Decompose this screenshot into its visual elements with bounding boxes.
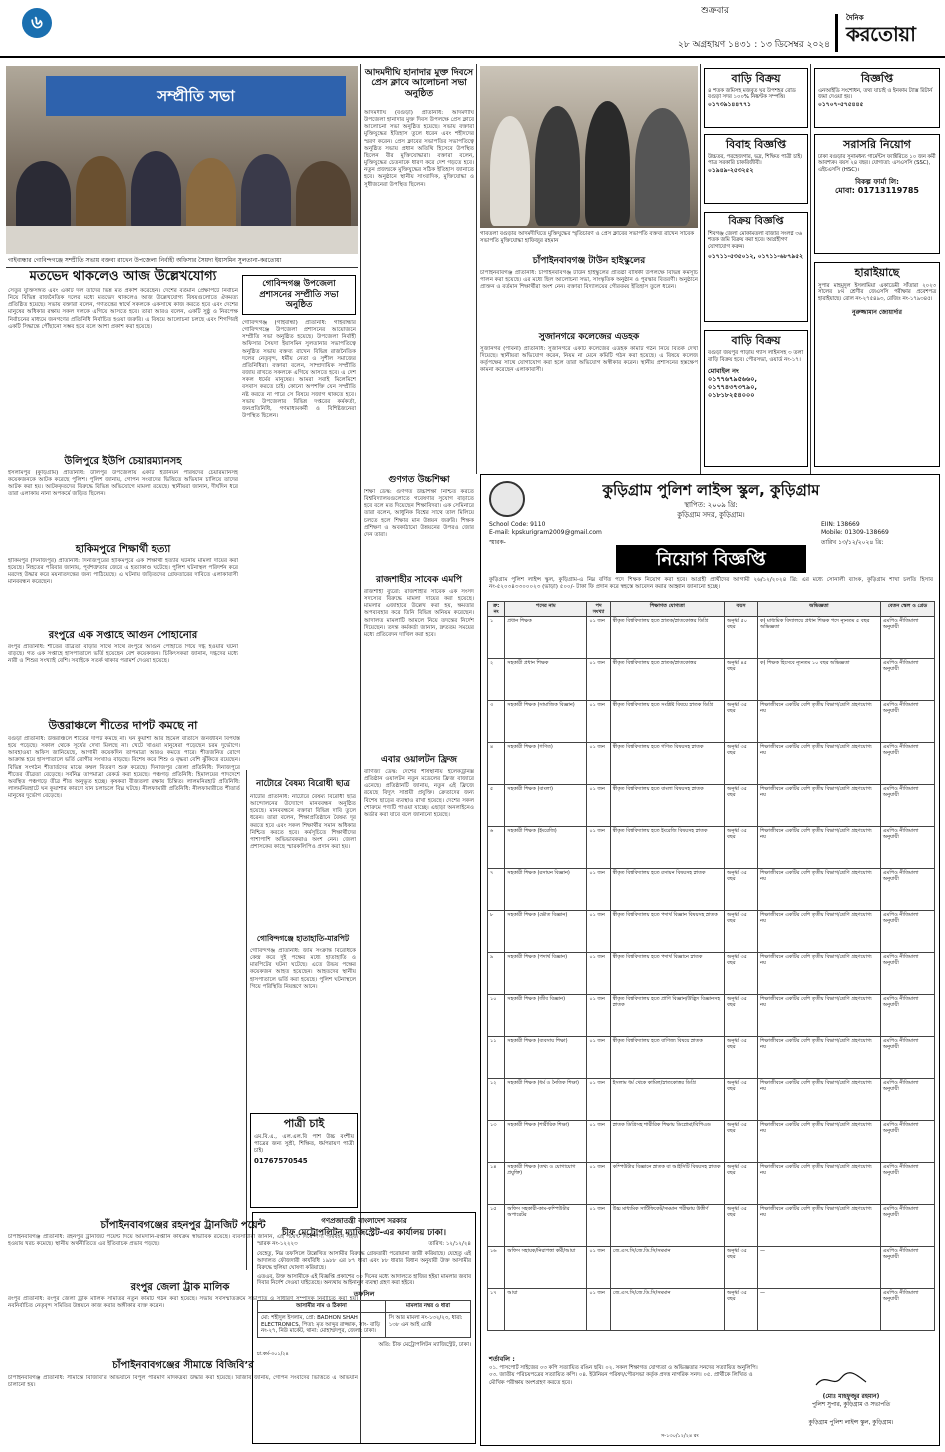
ad-phone: মোবা: 01713119785 <box>835 186 919 196</box>
warrant-tofsil: তফসিল <box>353 1290 375 1298</box>
table-cell: এমপিও নীতিমালা অনুযায়ী <box>880 617 934 659</box>
article-body: শিক্ষা ডেস্ক: গুণগত উচ্চশিক্ষা নিশ্চিত করতে বিশ্ববিদ্যালয়গুলোতে গবেষণার সুযোগ বাড়াতে হবে বলে মত দিয়েছেন শিক্ষাবিদরা। এক সেমিনারে তারা বলেন, আধুনিক বিশ্বের সাথে তাল মিলিয়ে চলতে হলে শিক্ষার মান উন্নয়ন জরুরি। শিক্ষক প্রশিক্ষণ ও অবকাঠামো উন্নয়নের উপরও জোর দেন তারা। <box>364 489 474 538</box>
ad-title: পাত্রী চাই <box>283 1117 325 1130</box>
column-rule <box>246 770 247 1270</box>
table-cell: প্রধান শিক্ষক <box>505 617 587 659</box>
ad-bari-bikroy-2 <box>704 330 808 467</box>
photo-person <box>585 101 630 226</box>
ad-patri-chai <box>250 1113 358 1208</box>
ad-body: সুপার মাহমুদুল ইসলামিয়া একাডেমী সাঁতারা ২০২৩ সালের ৮ম শ্রেণীর জেএসসি পরীক্ষার প্রবেশপত্র হারাইয়াছে। রোল নং-২৭৫৪৯৩, রেজিঃ নং-১৭৯৩৪৫। <box>818 282 936 302</box>
school-established: স্থাপিত: ২০০৯ খ্রি: <box>684 501 738 509</box>
table-cell: শিক্ষাজীবনে একটির বেশি তৃতীয় বিভাগ/শ্রেণি গ্রহণযোগ্য নয় <box>757 701 880 743</box>
table-cell: এমপিও নীতিমালা অনুযায়ী <box>880 827 934 869</box>
ad-phone: ০১৭৩৯১৪৪৭৭১ <box>708 100 751 108</box>
ad-body: বগুড়া জয়পুর পাড়ায় গ্যাস লাইনসহ ৩ তলা বাড়ি বিক্রয় হবে। পৌরসভা, ওয়ার্ড নং-১৭। <box>708 349 804 363</box>
headline: চাঁপাইনবাবগঞ্জের সীমান্তে বিজিবি’র <box>112 1360 254 1371</box>
table-cell: এমপিও নীতিমালা অনুযায়ী <box>880 1121 934 1163</box>
table-cell: সহকারী শিক্ষক (শারীরিক শিক্ষা) <box>505 1121 587 1163</box>
table-header: আসামীর নাম ও ঠিকানা <box>258 1301 386 1313</box>
table-row <box>488 1247 935 1289</box>
table-cell: ০১ জন <box>587 785 610 827</box>
ad-title: বিজ্ঞপ্তি <box>861 72 893 85</box>
ad-bigyapti <box>814 68 940 128</box>
article-body: গোবিন্দগঞ্জ (গাইবান্ধা) প্রতিনিধি: গাইবান্ধার গোবিন্দগঞ্জে উপজেলা প্রশাসনের আয়োজনে সম্প্রীতি সভা অনুষ্ঠিত হয়েছে। উপজেলা নির্বাহী অফিসার সৈয়দা ইয়াসমিন সুলতানার সভাপতিত্বে অনুষ্ঠিত সভায় বক্তব্য রাখেন বিভিন্ন রাজনৈতিক দলের নেতৃবৃন্দ, ধর্মীয় নেতা ও সুশীল সমাজের প্রতিনিধিরা। বক্তারা বলেন, সাম্প্রদায়িক সম্প্রীতি বজায় রাখতে সকলকে এগিয়ে আসতে হবে। এ দেশ সকল ধর্মের মানুষের। আমরা সবাই মিলেমিশে বসবাস করতে চাই। কোনো অপশক্তি যেন সম্প্রীতি নষ্ট করতে না পারে সে বিষয়ে সজাগ থাকতে হবে। সভায় উপজেলার বিভিন্ন দপ্তরের কর্মকর্তা, জনপ্রতিনিধি, গণমাধ্যমকর্মী ও বিশিষ্টজনেরা উপস্থিত ছিলেন। <box>242 320 356 420</box>
table-cell: অনূর্ধ্ব ৩৫ বছর <box>725 1289 758 1331</box>
signer-name: (মোঃ মাহফুজুর রহমান) <box>822 1393 880 1400</box>
table-row <box>488 995 935 1037</box>
ad-title: বাড়ি বিক্রয় <box>731 334 781 347</box>
footer-code: স-১৩০/১২/২৪ রং <box>661 1433 699 1439</box>
table-cell: এমপিও নীতিমালা অনুযায়ী <box>880 1079 934 1121</box>
table-row <box>488 1205 935 1247</box>
table-cell: সি আর মামলা নং-১৩২/২৩, ধারা: ১৩৮ এন আই এ্যাক্ট <box>385 1312 470 1337</box>
ad-title: হারাইয়াছে <box>854 266 900 279</box>
table-cell: শিক্ষাজীবনে একটির বেশি তৃতীয় বিভাগ/শ্রেণি গ্রহণযোগ্য নয় <box>757 1037 880 1079</box>
table-header-row <box>258 1301 471 1313</box>
table-cell: ০১ জন <box>587 911 610 953</box>
article-body: রংপুর প্রতিনিধি: শীতের তীব্রতা বাড়ার সাথে সাথে রংপুরে আগুন পোহাতে গিয়ে দগ্ধ হওয়ার ঘটনা বাড়ছে। গত এক সপ্তাহে হাসপাতালে ভর্তি হয়েছেন বেশ কয়েকজন। চিকিৎসকরা জানান, দগ্ধদের মধ্যে নারী ও শিশুর সংখ্যাই বেশি। সবাইকে সতর্ক থাকার পরামর্শ দেওয়া হয়েছে। <box>8 644 238 665</box>
table-cell: ক) মাধ্যমিক বিদ্যালয়ে প্রধান শিক্ষক পদে ন্যূনতম ৫ বছর অভিজ্ঞতা <box>757 617 880 659</box>
table-cell: সহকারী শিক্ষক (ভৌত বিজ্ঞান) <box>505 911 587 953</box>
headline: উলিপুরে ইউপি চেয়ারম্যানসহ <box>64 456 182 467</box>
weekday: শুক্রবার <box>701 6 729 16</box>
table-cell: ০১ জন <box>587 617 610 659</box>
table-cell: ১৫ <box>488 1205 505 1247</box>
ad-harano <box>814 262 940 467</box>
brand-prefix: দৈনিক <box>846 14 864 22</box>
table-cell: অনূর্ধ্ব ৪৫ বছর <box>725 659 758 701</box>
table-cell: অনূর্ধ্ব ৩৫ বছর <box>725 995 758 1037</box>
headline: নাটোরে বৈষম্য বিরোধী ছাত্র <box>256 779 350 789</box>
table-cell: ০১ জন <box>587 1163 610 1205</box>
table-cell: স্বীকৃত বিশ্ববিদ্যালয় হতে পদার্থ বিজ্ঞান বিষয়সহ স্নাতক <box>610 911 724 953</box>
ad-body: এনআইডি সংশোধন, তথ্য যাচাই ও ইনকাম ট্যাক্স রিটার্ন জমা দেওয়া হয়। <box>818 87 933 101</box>
table-cell: শিক্ষাজীবনে একটির বেশি তৃতীয় বিভাগ/শ্রেণি গ্রহণযোগ্য নয় <box>757 743 880 785</box>
table-cell: শিক্ষাজীবনে একটির বেশি তৃতীয় বিভাগ/শ্রেণি গ্রহণযোগ্য নয় <box>757 1205 880 1247</box>
table-cell: আয়া <box>505 1289 587 1331</box>
column-rule <box>476 64 477 474</box>
table-cell: অনূর্ধ্ব ৩৫ বছর <box>725 1247 758 1289</box>
headline: সুজানগরে কলেজের এডহক <box>538 332 640 342</box>
table-cell: স্বীকৃত বিশ্ববিদ্যালয় হতে ইংরেজি বিষয়সহ স্নাতক <box>610 827 724 869</box>
table-row <box>258 1312 471 1337</box>
table-cell: শিক্ষাজীবনে একটির বেশি তৃতীয় বিভাগ/শ্রেণি গ্রহণযোগ্য নয় <box>757 911 880 953</box>
table-cell: এমপিও নীতিমালা অনুযায়ী <box>880 911 934 953</box>
table-cell: অফিস সহায়ক/নিরাপত্তা কর্মী/আয়া <box>505 1247 587 1289</box>
table-cell: জে.এস.সি/জে.ডি.সি/সমমান <box>610 1247 724 1289</box>
table-cell: এমপিও নীতিমালা অনুযায়ী <box>880 953 934 995</box>
table-header: শিক্ষাগত যোগ্যতা <box>610 602 724 617</box>
table-cell: সহকারী শিক্ষক (গণিত) <box>505 743 587 785</box>
table-row <box>488 617 935 659</box>
table-cell: স্নাতক ডিগ্রিসহ শারীরিক শিক্ষায় ডিপ্লোমা/বিপিএড <box>610 1121 724 1163</box>
article-body: গোবিন্দগঞ্জ প্রতিনিধি: জমি সংক্রান্ত বিরোধকে কেন্দ্র করে দুই পক্ষের মধ্যে হাতাহাতি ও মারপিটের ঘটনা ঘটেছে। এতে উভয় পক্ষের কয়েকজন আহত হয়েছেন। আহতদের স্থানীয় হাসপাতালে ভর্তি করা হয়েছে। পুলিশ ঘটনাস্থলে গিয়ে পরিস্থিতি নিয়ন্ত্রণে আনে। <box>250 948 356 990</box>
photo-muktijoddha <box>480 66 698 228</box>
ad-phone: ০১৭৭৬৭৯৫৬৬০, ০১৭৭৪৩৭৩৭৯০, ০১৮১৮২৫৪০০০ <box>708 374 757 399</box>
table-cell: এমপিও নীতিমালা অনুযায়ী <box>880 743 934 785</box>
article-body: আদমদীঘি (বগুড়া) প্রতিনিধি: আদমদীঘি উপজেলা হানাদার মুক্ত দিবস উপলক্ষে প্রেস ক্লাবে আলোচনা সভা অনুষ্ঠিত হয়েছে। সভায় বক্তারা মুক্তিযুদ্ধের ইতিহাস তুলে ধরেন এবং শহীদদের স্মরণ করেন। প্রেস ক্লাবের সভাপতির সভাপতিত্বে অনুষ্ঠিত সভায় প্রধান অতিথি হিসেবে উপস্থিত ছিলেন বীর মুক্তিযোদ্ধারা। বক্তারা বলেন, মুক্তিযুদ্ধের চেতনাকে ধারণ করে দেশ গড়তে হবে। নতুন প্রজন্মকে মুক্তিযুদ্ধের সঠিক ইতিহাস জানাতে হবে। অনুষ্ঠানে স্থানীয় সাংবাদিক, মুক্তিযোদ্ধা ও সুধীজনেরা উপস্থিত ছিলেন। <box>364 110 474 188</box>
warrant-code: চা.কর্ম-৩০১/২৪ <box>257 1351 289 1357</box>
table-cell: অফিস সহকারী-কাম-কম্পিউটার অপারেটর <box>505 1205 587 1247</box>
headline-boxed: গোবিন্দগঞ্জ উপজেলা প্রশাসনের সম্প্রীতি সভা অনুষ্ঠিত <box>242 275 356 315</box>
table-cell: ০১ জন <box>587 743 610 785</box>
table-cell: স্বীকৃত বিশ্ববিদ্যালয় হতে স্নাতক/স্নাতকোত্তর ডিগ্রি <box>610 617 724 659</box>
photo-banner: সম্প্রীতি সভা <box>46 76 346 116</box>
table-cell: স্বীকৃত বিশ্ববিদ্যালয় হতে স্নাতক/স্নাতকোত্তর <box>610 659 724 701</box>
table-cell: সহকারী শিক্ষক (জীব বিজ্ঞান) <box>505 995 587 1037</box>
table-cell: সহকারী শিক্ষক (বাংলা) <box>505 785 587 827</box>
column-rule <box>810 64 811 474</box>
table-cell: অনূর্ধ্ব ৩৫ বছর <box>725 743 758 785</box>
article-body: চাঁপাইনবাবগঞ্জ প্রতিনিধি: সীমান্তে বিজিবি’র অভিযানে বিপুল পরিমাণ মাদকদ্রব্য উদ্ধার করা হয়েছে। বিজিবি জানায়, গোপন সংবাদের ভিত্তিতে এ অভিযান চালানো হয়। <box>8 1375 358 1389</box>
warrant-sign: অতি: চীফ মেট্রোপলিটন ম্যাজিস্ট্রেট, ঢাকা। <box>378 1342 471 1349</box>
newspaper-logo-icon: ৬ <box>22 8 52 38</box>
ad-body: উচ্চতর, পরহেজগার, ভদ্র, শিক্ষিত পাত্রী চাই। পাত্র সরকারি চাকরিজীবী। <box>708 153 803 167</box>
ad-mobile-label: মোবাইল নং <box>708 366 739 375</box>
photo-person <box>186 158 236 233</box>
table-cell: অনূর্ধ্ব ৩৫ বছর <box>725 1037 758 1079</box>
article-body: চাঁপাইনবাবগঞ্জ প্রতিনিধি: রহনপুর ট্রানজিট পয়েন্ট দিয়ে আমদানি-রপ্তানি কার্যক্রম স্বাভাবিক রয়েছে। ব্যবসায়ীরা জানান, এই পয়েন্ট দিয়ে পণ্য পরিবহন সহজ হওয়ায় খরচ কমেছে। স্থানীয় অর্থনীতিতে এর ইতিবাচক প্রভাব পড়ছে। <box>8 1234 358 1248</box>
photo-person <box>635 108 690 226</box>
table-header: বয়স <box>725 602 758 617</box>
warrant-body: যেহেতু, নিম্ন তফসিলে উল্লেখিত আসামীর বিরুদ্ধে গ্রেফতারী পরোয়ানা জারী করিয়াছে। যেহেতু এই আদালত ফৌজদারী কার্যবিধি ১৯৮৮ এর ৮৭ ধারা এবং ৮৮ ধারার বিধান অনুযায়ী উক্ত আসামীর বিরুদ্ধে হুলিয়া ঘোষণা করিয়াছে। <box>257 1251 471 1271</box>
table-row <box>488 743 935 785</box>
ad-bikroy <box>704 212 808 322</box>
table-cell: ০১ জন <box>587 701 610 743</box>
table-row <box>488 1163 935 1205</box>
table-cell: এমপিও নীতিমালা অনুযায়ী <box>880 1037 934 1079</box>
table-cell: ০১ জন <box>587 659 610 701</box>
article-body: সেতুর যুক্তিসঙ্গত এবং একটি দল তাদের ভিন্ন মত প্রকাশ করেছেন। দেশের বর্তমান প্রেক্ষাপটে নির্বাচন নিয়ে বিভিন্ন রাজনৈতিক দলের মধ্যে মতভেদ থাকলেও আজ উল্লেখযোগ্য বিষয়গুলোতে ঐকমত্য প্রতিষ্ঠিত হয়েছে। সভায় বক্তারা বলেন, গণতন্ত্রের স্বার্থে সকলকে একসাথে কাজ করতে হবে এবং দেশের মানুষের অধিকার রক্ষায় সকল দলকে এগিয়ে আসতে হবে। তারা আরও বলেন, একটি সুষ্ঠু ও নিরপেক্ষ নির্বাচনের মাধ্যমে জনগণের প্রতিনিধি নির্বাচিত হওয়া জরুরি। এ বিষয়ে আলোচনা চলছে এবং শিগগিরই একটি সিদ্ধান্তে পৌঁছানো সম্ভব হবে বলে আশা প্রকাশ করা হয়েছে। <box>8 288 238 330</box>
brand-name: করতোয়া <box>846 21 916 46</box>
table-cell: শিক্ষাজীবনে একটির বেশি তৃতীয় বিভাগ/শ্রেণি গ্রহণযোগ্য নয় <box>757 785 880 827</box>
table-row <box>488 827 935 869</box>
headline: রংপুরে এক সপ্তাহে আগুন পোহানোর <box>48 630 198 641</box>
photo-table <box>6 226 358 254</box>
school-name: কুড়িগ্রাম পুলিশ লাইন্স স্কুল, কুড়িগ্রাম <box>602 481 820 499</box>
table-cell: ০১ জন <box>587 1205 610 1247</box>
warrant-notice <box>252 1212 476 1444</box>
school-mobile: Mobile: 01309-138669 <box>821 529 889 536</box>
school-email: E-mail: kpskurigram2009@gmail.com <box>489 529 602 536</box>
school-recruitment-notice <box>480 474 940 1446</box>
signer-title: পুলিশ সুপার, কুড়িগ্রাম ও সভাপতি <box>811 1402 891 1408</box>
table-row <box>488 1079 935 1121</box>
headline: এবার ওয়ালটন ফ্রিজ <box>381 755 457 765</box>
table-cell: ০১ জন <box>587 1121 610 1163</box>
table-header: অভিজ্ঞতা <box>757 602 880 617</box>
warrant-ref-row <box>257 1241 471 1248</box>
table-cell: সহকারী শিক্ষক (ইংরেজি) <box>505 827 587 869</box>
table-cell: স্বীকৃত বিশ্ববিদ্যালয় হতে পদার্থ বিজ্ঞানে স্নাতক <box>610 953 724 995</box>
table-cell: অনূর্ধ্ব ৩৫ বছর <box>725 701 758 743</box>
ad-title: বিবাহ বিজ্ঞপ্তি <box>725 138 787 151</box>
table-cell: ০১ জন <box>587 1037 610 1079</box>
table-cell: — <box>757 1289 880 1331</box>
headline: রাজশাহীর সাবেক এমপি <box>375 575 463 585</box>
table-cell: ১০ <box>488 995 505 1037</box>
ad-sarasari-niyog <box>814 134 940 254</box>
ad-body: এম.বি.এ., এল.এল.বি পাশ উচ্চ বংশীয় পাত্রের জন্য সুশ্রী, শিক্ষিত, ধর্মপরায়ণ পাত্রী চাই। <box>254 1133 354 1154</box>
table-row <box>488 701 935 743</box>
table-row <box>488 785 935 827</box>
photo-person <box>76 156 126 231</box>
table-cell: মো: শহীদুল ইসলাম, প্রো: BADHON SHAH ELECTRONICS, পিতা: মৃত আব্দুর রাজ্জাক, সাং- বাড়ি নং-২৭, নিউ মার্কেট, থানা: মোহাম্মদপুর, জেলা: ঢাকা। <box>258 1312 386 1337</box>
article-body: চাঁপাইনবাবগঞ্জ প্রতিনিধি: চাঁপাইনবাবগঞ্জ টাউন হাইস্কুলের প্রতিষ্ঠা বার্ষিকী উপলক্ষে বিভিন্ন কর্মসূচি পালন করা হয়েছে। এর মধ্যে ছিল আলোচনা সভা, সাংস্কৃতিক অনুষ্ঠান ও পুরস্কার বিতরণী। অনুষ্ঠানে প্রাক্তন ও বর্তমান শিক্ষার্থীরা অংশ নেন। বক্তারা বিদ্যালয়ের গৌরবময় ইতিহাস তুলে ধরেন। <box>480 270 698 291</box>
memo-number: স্মারক- <box>489 539 506 546</box>
table-cell: ০১ জন <box>587 953 610 995</box>
headline: আদমদীঘি হানাদার মুক্ত দিবসে প্রেস ক্লাবে আলোচনা সভা অনুষ্ঠিত <box>364 68 474 99</box>
ad-phone: ০১৭০৭-৫৭৫৪৪৫ <box>818 100 864 108</box>
table-cell: — <box>757 1247 880 1289</box>
table-cell: ৯ <box>488 953 505 995</box>
table-row <box>488 953 935 995</box>
table-cell: ৬ <box>488 827 505 869</box>
table-cell: ৫ <box>488 785 505 827</box>
memo-date: তারিখ ১৩/১২/২০২৪ খ্রি: <box>821 539 884 546</box>
photo-person <box>490 116 530 226</box>
table-cell: সহকারী শিক্ষক (পদার্থ বিজ্ঞান) <box>505 953 587 995</box>
table-cell: অনূর্ধ্ব ৩৫ বছর <box>725 1079 758 1121</box>
table-cell: ২ <box>488 659 505 701</box>
ad-body: ৪ শতক জমিসহ মজবুত ঘর উপশহর রোড বগুড়া সদর ১০০% নিষ্কণ্টক সম্পত্তি। <box>708 87 796 101</box>
photo-person <box>535 106 580 226</box>
column-rule <box>700 64 701 474</box>
article-body: রংপুর প্রতিনিধি: রংপুর জেলা ট্রাক মালিক সমিতির নতুন কমিটি গঠন করা হয়েছে। সভায় সর্বসম্মতিক্রমে সভাপতি ও সাধারণ সম্পাদক নির্বাচিত করা হয়। নবনির্বাচিত নেতৃবৃন্দ সমিতির উন্নয়নে কাজ করার অঙ্গীকার ব্যক্ত করেন। <box>8 1296 358 1310</box>
photo-sampriti-sabha <box>6 66 358 254</box>
warrant-header: গণপ্রজাতন্ত্রী বাংলাদেশ সরকার <box>321 1217 407 1225</box>
table-cell: এমপিও নীতিমালা অনুযায়ী <box>880 1163 934 1205</box>
table-cell: এমপিও নীতিমালা অনুযায়ী <box>880 1247 934 1289</box>
signature-icon <box>811 1370 871 1390</box>
table-cell: এমপিও নীতিমালা অনুযায়ী <box>880 995 934 1037</box>
headline: রংপুর জেলা ট্রাক মালিক <box>130 1282 230 1293</box>
warrant-date: তারিখ: ১২/১২/২৪ <box>428 1241 471 1248</box>
photo-person <box>296 161 351 231</box>
table-cell: শিক্ষাজীবনে একটির বেশি তৃতীয় বিভাগ/শ্রেণি গ্রহণযোগ্য নয় <box>757 869 880 911</box>
ad-phone: 01767570545 <box>254 1157 308 1166</box>
table-cell: অনূর্ধ্ব ৩৫ বছর <box>725 827 758 869</box>
ad-company: বিকল্প ফার্মা লি: <box>855 177 899 186</box>
ad-title: বাড়ি বিক্রয় <box>731 72 781 85</box>
school-code: School Code: 9110 <box>489 521 546 528</box>
photo-person <box>131 151 181 231</box>
signer-org: কুড়িগ্রাম পুলিশ লাইন্স স্কুল, কুড়িগ্রাম। <box>808 1420 894 1426</box>
table-cell: স্বীকৃত বিশ্ববিদ্যালয় হতে গণিত বিষয়সহ স্নাতক <box>610 743 724 785</box>
headline: চাঁপাইনবাবগঞ্জের রহনপুর ট্রানজিট পয়েন্ট <box>100 1220 266 1231</box>
table-cell: সহকারী শিক্ষক (ব্যবসায় শিক্ষা) <box>505 1037 587 1079</box>
table-cell: ৭ <box>488 869 505 911</box>
table-cell: অনূর্ধ্ব ৩৫ বছর <box>725 953 758 995</box>
table-cell: সহকারী শিক্ষক (সামাজিক বিজ্ঞান) <box>505 701 587 743</box>
school-address: কুড়িগ্রাম সদর, কুড়িগ্রাম। <box>677 511 745 519</box>
table-cell: অনূর্ধ্ব ৩৫ বছর <box>725 1121 758 1163</box>
table-cell: ৪ <box>488 743 505 785</box>
terms-title: শর্তাবলি : <box>489 1355 515 1363</box>
table-cell: ১২ <box>488 1079 505 1121</box>
table-cell: সহকারী শিক্ষক (ধর্ম ও নৈতিক শিক্ষা) <box>505 1079 587 1121</box>
article-body: সুজানগর (পাবনা) প্রতিনিধি: সুজানগরে একটি কলেজের এডহক কমিটি গঠন নিয়ে বিতর্ক দেখা দিয়েছে। স্থানীয়রা অভিযোগ করেন, নিয়ম না মেনে কমিটি গঠন করা হয়েছে। এ বিষয়ে কলেজ কর্তৃপক্ষের সাথে যোগাযোগ করা হলে তারা অভিযোগ অস্বীকার করেন। স্থানীয় প্রশাসনের হস্তক্ষেপ কামনা করেছেন এলাকাবাসী। <box>480 346 698 374</box>
table-cell: ১৭ <box>488 1289 505 1331</box>
table-cell: অনূর্ধ্ব ৩৫ বছর <box>725 785 758 827</box>
terms-body: ০১. পাসপোর্ট সাইজের ০৩ কপি সত্যায়িত রঙিন ছবি। ০২. সকল শিক্ষাগত যোগ্যতা ও অভিজ্ঞতার সনদের সত্যায়িত অনুলিপি। ০৩. জাতীয় পরিচয়পত্রের সত্যায়িত কপি। ০৪. ইউনিয়ন পরিষদ/পৌরসভা কর্তৃক প্রদত্ত নাগরিক সনদ। ০৫. প্রার্থীকে লিখিত ও মৌখিক পরীক্ষায় অংশগ্রহণ করতে হবে। <box>489 1365 758 1386</box>
article-body: হাকিমপুর (দিনাজপুর) প্রতিনিধি: দিনাজপুরের হাকিমপুরে এক শিক্ষার্থী হত্যার ঘটনায় মামলা দায়ের করা হয়েছে। নিহতের পরিবার জানায়, পূর্বশত্রুতার জেরে এ হত্যাকাণ্ড ঘটেছে। পুলিশ ঘটনাস্থল পরিদর্শন করে মরদেহ উদ্ধার করে ময়নাতদন্তের জন্য পাঠিয়েছে। এ ঘটনায় জড়িতদের গ্রেফতারের দাবিতে এলাকাবাসী মানববন্ধন করেছেন। <box>8 558 238 586</box>
table-cell: অনূর্ধ্ব ৩৫ বছর <box>725 1205 758 1247</box>
table-row <box>488 869 935 911</box>
headline: গুণগত উচ্চশিক্ষা <box>388 475 450 485</box>
table-header: বেতন স্কেল ও গ্রেড <box>880 602 934 617</box>
ad-bari-bikroy-1 <box>704 68 808 128</box>
table-cell: শিক্ষাজীবনে একটির বেশি তৃতীয় বিভাগ/শ্রেণি গ্রহণযোগ্য নয় <box>757 995 880 1037</box>
table-cell: সহকারী শিক্ষক (তথ্য ও যোগাযোগ প্রযুক্তি) <box>505 1163 587 1205</box>
article-body: ইসলামপুর (কুড়িগ্রাম) প্রতিনিধি: উলিপুর উপজেলায় একটি ইউনিয়ন পরিষদের চেয়ারম্যানসহ কয়েকজনকে আটক করেছে পুলিশ। পুলিশ জানায়, গোপন সংবাদের ভিত্তিতে অভিযান চালিয়ে তাদের আটক করা হয়। আটককৃতদের বিরুদ্ধে বিভিন্ন অভিযোগে মামলা রয়েছে। স্থানীয়রা জানান, দীর্ঘদিন ধরে তারা এলাকায় নানা অপকর্মে জড়িত ছিলেন। <box>8 470 238 498</box>
table-cell: এমপিও নীতিমালা অনুযায়ী <box>880 785 934 827</box>
school-eiin: EIIN: 138669 <box>821 521 860 528</box>
table-cell: ১ <box>488 617 505 659</box>
table-cell: ১৬ <box>488 1247 505 1289</box>
table-cell: শিক্ষাজীবনে একটির বেশি তৃতীয় বিভাগ/শ্রেণি গ্রহণযোগ্য নয় <box>757 827 880 869</box>
ad-bibaho <box>704 134 808 204</box>
table-cell: ইসলাম ধর্ম থেকে কামিল/স্নাতকোত্তর ডিগ্রি <box>610 1079 724 1121</box>
table-cell: ০১ জন <box>587 1289 610 1331</box>
article-body: নাটোর প্রতিনিধি: নাটোরে বৈষম্য বিরোধী ছাত্র আন্দোলনের উদ্যোগে মানববন্ধন অনুষ্ঠিত হয়েছে। মানববন্ধনে বক্তারা বিভিন্ন দাবি তুলে ধরেন। তারা বলেন, শিক্ষাপ্রতিষ্ঠানে বৈষম্য দূর করতে হবে এবং সকল শিক্ষার্থীর সমান অধিকার নিশ্চিত করতে হবে। কর্মসূচিতে শিক্ষার্থীদের পাশাপাশি অভিভাবকরাও অংশ নেন। জেলা প্রশাসকের কাছে স্মারকলিপিও প্রদান করা হয়। <box>250 794 356 851</box>
table-cell: স্বীকৃত বিশ্ববিদ্যালয় হতে সংশ্লিষ্ট বিষয়ে স্নাতক ডিগ্রি <box>610 701 724 743</box>
table-cell: এমপিও নীতিমালা অনুযায়ী <box>880 659 934 701</box>
headline: উত্তরাঞ্চলে শীতের দাপট কমছে না <box>48 719 198 732</box>
table-cell: ১৩ <box>488 1121 505 1163</box>
table-cell: স্বীকৃত বিশ্ববিদ্যালয় হতে রসায়ন বিষয়সহ স্নাতক <box>610 869 724 911</box>
table-cell: অনূর্ধ্ব ৫০ বছর <box>725 617 758 659</box>
table-cell: ক) শিক্ষক হিসেবে ন্যূনতম ১০ বছর অভিজ্ঞতা <box>757 659 880 701</box>
table-cell: ০১ জন <box>587 869 610 911</box>
table-cell: সহকারী শিক্ষক (রসায়ন বিজ্ঞান) <box>505 869 587 911</box>
table-cell: অনূর্ধ্ব ৩৫ বছর <box>725 869 758 911</box>
table-cell: এমপিও নীতিমালা অনুযায়ী <box>880 1205 934 1247</box>
table-header: পদ সংখ্যা <box>587 602 610 617</box>
table-cell: ০১ জন <box>587 1079 610 1121</box>
table-cell: অনূর্ধ্ব ৩৫ বছর <box>725 1163 758 1205</box>
article-body: রাজশাহী ব্যুরো: রাজশাহীর সাবেক এক সংসদ সদস্যের বিরুদ্ধে মামলা দায়ের করা হয়েছে। মামলার এজাহারে উল্লেখ করা হয়, ক্ষমতার অপব্যবহার করে তিনি বিভিন্ন অনিয়ম করেছেন। আদালত মামলাটি আমলে নিয়ে তদন্তের নির্দেশ দিয়েছেন। তদন্ত কর্মকর্তা জানান, দ্রুততম সময়ের মধ্যে প্রতিবেদন দাখিল করা হবে। <box>364 589 474 638</box>
recruitment-table <box>487 601 935 1331</box>
table-header-row <box>488 602 935 617</box>
table-cell: স্বীকৃত বিশ্ববিদ্যালয় হতে প্রাণি বিজ্ঞান/উদ্ভিদ বিজ্ঞানসহ স্নাতক <box>610 995 724 1037</box>
table-cell: শিক্ষাজীবনে একটির বেশি তৃতীয় বিভাগ/শ্রেণি গ্রহণযোগ্য নয় <box>757 953 880 995</box>
article-body: বাণিজ্য ডেস্ক: দেশের শীর্ষস্থানীয় ইলেকট্রনিক্স প্রতিষ্ঠান ওয়ালটন নতুন মডেলের ফ্রিজ বাজারে এনেছে। প্রতিষ্ঠানটি জানায়, নতুন এই ফ্রিজে রয়েছে বিদ্যুৎ সাশ্রয়ী প্রযুক্তি। ক্রেতাদের জন্য বিশেষ ছাড়ের ব্যবস্থাও রাখা হয়েছে। দেশের সকল শোরুমে পণ্যটি পাওয়া যাচ্ছে। এছাড়া অনলাইনেও অর্ডার করা যাবে বলে জানানো হয়েছে। <box>364 769 474 818</box>
photo-caption: গাবতলা বগুড়ার আদমদীঘিতে মুক্তিযুদ্ধের স্মৃতিচারণ ও প্রেস ক্লাবের সভাপতি বক্তব্য রাখেন সাবেক সভাপতি মুক্তিযোদ্ধা হাফিজুর রহমান <box>480 231 695 244</box>
table-cell: ০১ জন <box>587 995 610 1037</box>
headline: গোবিন্দগঞ্জে হাতাহাতি-মারপিট <box>256 934 350 943</box>
table-cell: জে.এস.সি/জে.ডি.সি/সমমান <box>610 1289 724 1331</box>
table-row <box>488 1289 935 1331</box>
table-cell: স্বীকৃত বিশ্ববিদ্যালয় হতে বাংলা বিষয়সহ স্নাতক <box>610 785 724 827</box>
issue-date: ২৮ অগ্রহায়ণ ১৪৩১ : ১৩ ডিসেম্বর ২০২৪ <box>678 40 830 50</box>
table-cell: ৮ <box>488 911 505 953</box>
ad-body: ঢাকা বগুড়ার সুনামধন্য গার্মেন্টস ফ্যাক্টরিতে ১০ জন কর্মী আবশ্যক। বয়স ২৪ বছর। যোগ্যতা: এসএসসি (SSC), এইচএসসি (HSC)। <box>818 153 936 173</box>
ad-title: বিক্রয় বিজ্ঞপ্তি <box>728 216 784 227</box>
ad-name: নুরুজ্জামান জোয়ার্দার <box>852 308 902 316</box>
masthead <box>0 0 945 58</box>
table-cell: এমপিও নীতিমালা অনুযায়ী <box>880 869 934 911</box>
photo-person <box>241 154 291 232</box>
photo-caption: গাইবান্ধার গোবিন্দগঞ্জে সম্প্রীতি সভায় বক্তব্য রাখেন উপজেলা নির্বাহী অফিসার সৈয়দা ইয়াসমিন সুলতানা-করতোয়া <box>8 257 282 264</box>
table-header: ক্র: নং <box>488 602 505 617</box>
ad-body: শিবগঞ্জ জেলা মোকামতলা বাজার সংলগ্ন ৩৬ শতক জমি বিক্রয় করা হবে। আগ্রহীগণ যোগাযোগ করুন। <box>708 230 803 250</box>
headline: মতভেদ থাকলেও আজ উল্লেখযোগ্য <box>29 269 217 284</box>
headline: হাকিমপুরে শিক্ষার্থী হত্যা <box>75 544 171 555</box>
table-cell: শিক্ষাজীবনে একটির বেশি তৃতীয় বিভাগ/শ্রেণি গ্রহণযোগ্য নয় <box>757 1121 880 1163</box>
table-header: পদের নাম <box>505 602 587 617</box>
table-row <box>488 659 935 701</box>
table-cell: শিক্ষাজীবনে একটির বেশি তৃতীয় বিভাগ/শ্রেণি গ্রহণযোগ্য নয় <box>757 1163 880 1205</box>
warrant-ref: স্মারক নং-১২২২৩ <box>257 1241 298 1248</box>
table-cell: ৩ <box>488 701 505 743</box>
rule <box>6 267 358 268</box>
table-row <box>488 911 935 953</box>
table-cell: কম্পিউটার বিজ্ঞানে স্নাতক বা আইসিটি বিষয়সহ স্নাতক <box>610 1163 724 1205</box>
table-cell: এমপিও নীতিমালা অনুযায়ী <box>880 1289 934 1331</box>
notice-title: নিয়োগ বিজ্ঞপ্তি <box>616 545 806 573</box>
headline: চাঁপাইনবাবগঞ্জ টাউন হাইস্কুলের <box>532 256 646 266</box>
notice-intro: কুড়িগ্রাম পুলিশ লাইন্স স্কুল, কুড়িগ্রাম-এ নিম্ন বর্ণিত পদে শিক্ষক নিয়োগ করা হবে। আগ্রহী প্রার্থীদের আগামী ২৬/১২/২০২৪ খ্রি: এর মধ্যে সোনালী ব্যাংক, কুড়িগ্রাম শাখা চলতি হিসাব নং-৫২০৩৪৩৩০০০২৩ (ভাড়া) ৫০০/- টাকা ফি প্রদান করে স্বহস্তে আবেদন করার আহ্বান জানানো হচ্ছে। <box>489 577 933 591</box>
warrant-title: চীফ মেট্রোপলিটন ম্যাজিস্ট্রেট-এর কার্যালয় ঢাকা। <box>281 1227 447 1238</box>
table-cell: শিক্ষাজীবনে একটির বেশি তৃতীয় বিভাগ/শ্রেণি গ্রহণযোগ্য নয় <box>757 1079 880 1121</box>
ad-phone: ০১৭১১-৫৩৫০১২, ০১৭১১-৬৮৭৯৫২ <box>708 253 804 261</box>
newspaper-brand <box>835 14 940 52</box>
table-cell: ০১ জন <box>587 827 610 869</box>
table-cell: অনূর্ধ্ব ৩৫ বছর <box>725 911 758 953</box>
warrant-body-2: এতএব, উক্ত আসামীকে এই বিজ্ঞপ্তি প্রকাশের ৩০ দিনের মধ্যে আদালতে হাজির হইয়া মামলার জবাব দিবার নির্দেশ দেওয়া যাইতেছে। অন্যথায় আইনানুগ ব্যবস্থা গ্রহণ করা হইবে। <box>257 1273 471 1287</box>
table-cell: ১৪ <box>488 1163 505 1205</box>
table-cell: ১১ <box>488 1037 505 1079</box>
table-header: মামলার নম্বর ও ধারা <box>385 1301 470 1313</box>
photo-person <box>16 161 71 231</box>
table-row <box>488 1121 935 1163</box>
table-cell: স্বীকৃত বিশ্ববিদ্যালয় হতে বাণিজ্য বিষয়ে স্নাতক <box>610 1037 724 1079</box>
table-row <box>488 1037 935 1079</box>
table-cell: এমপিও নীতিমালা অনুযায়ী <box>880 701 934 743</box>
table-cell: সহকারী প্রধান শিক্ষক <box>505 659 587 701</box>
warrant-table <box>257 1300 471 1338</box>
article-body: বগুড়া প্রতিনিধি: উত্তরাঞ্চলে শীতের দাপট কমছে না। ঘন কুয়াশা আর হিমেল বাতাসে জনজীবন বিপর্যস্ত হয়ে পড়েছে। সকাল থেকে সূর্যের দেখা মিলছে না। খেটে খাওয়া মানুষেরা পড়েছেন চরম দুর্ভোগে। আবহাওয়া অফিস জানিয়েছে, আগামী কয়েকদিন তাপমাত্রা আরও কমতে পারে। শীতজনিত রোগে আক্রান্ত হয়ে হাসপাতালে ভর্তি রোগীর সংখ্যাও বাড়ছে। বিশেষ করে শিশু ও বৃদ্ধরা বেশি ঝুঁকিতে রয়েছেন। বিভিন্ন সংগঠন শীতার্তদের মাঝে কম্বল বিতরণ শুরু করেছে। দিনাজপুর জেলা প্রতিনিধি: দিনাজপুরে শীতের তীব্রতা বেড়েছে। সর্বনিম্ন তাপমাত্রা রেকর্ড করা হয়েছে। পঞ্চগড় প্রতিনিধি: হিমালয়ের পাদদেশে অবস্থিত পঞ্চগড়ে তীব্র শীত অনুভূত হচ্ছে। কৃষকরা বীজতলা রক্ষায় চিন্তিত। লালমনিরহাট প্রতিনিধি: লালমনিরহাটে ঘন কুয়াশার কারণে যান চলাচলে বিঘ্ন ঘটছে। নীলফামারী প্রতিনিধি: নীলফামারীতে শীতার্ত মানুষের দুর্ভোগ বেড়েছে। <box>8 736 240 800</box>
ad-phone: ০১৯৪৯-২৫৩২৫২ <box>708 166 754 174</box>
table-cell: উচ্চ মাধ্যমিক সার্টিফিকেট/সমমান পরীক্ষায় উত্তীর্ণ <box>610 1205 724 1247</box>
ad-title: সরাসরি নিয়োগ <box>843 138 911 151</box>
table-cell: ০১ জন <box>587 1247 610 1289</box>
